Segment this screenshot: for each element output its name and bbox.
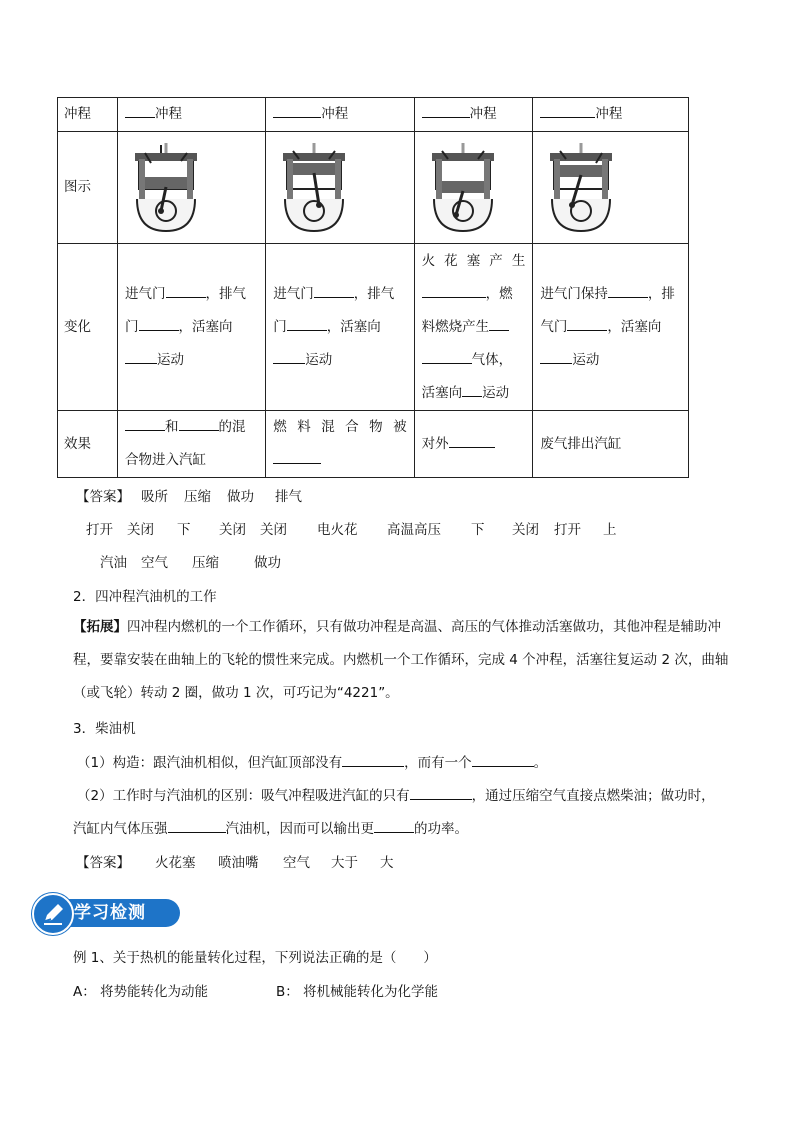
stroke-title-1: 冲程 (118, 98, 266, 132)
change-cell-2: 进气门 ，排气门 ，活塞向运动 (266, 244, 414, 411)
effect-cell-3: 对外 (414, 411, 533, 478)
effect-cell-4: 废气排出汽缸 (533, 411, 689, 478)
question-2-line-1: （2）工作时与汽油机的区别：吸气冲程吸进汽缸的只有 ，通过压缩空气直接点燃柴油；做功时， (77, 784, 715, 804)
answer-item: 大于 (331, 855, 358, 871)
row-header-diagram: 图示 (58, 132, 118, 244)
stroke-title-4: 冲程 (533, 98, 689, 132)
option-b: B： 将机械能转化为化学能 (276, 984, 439, 1000)
pencil-icon (32, 893, 74, 935)
answer-label: 【答案】 (76, 489, 130, 505)
answer-label: 【答案】 (76, 855, 130, 871)
engine-diagram-power (428, 143, 498, 233)
section-3-heading: 3．柴油机 (73, 721, 136, 737)
stroke-table (57, 97, 689, 478)
example-question: 例 1、关于热机的能量转化过程，下列说法正确的是（ ） (73, 950, 437, 966)
stroke-title-2: 冲程 (266, 98, 414, 132)
answer-item: 打开 (86, 522, 113, 538)
answer-item: 喷油嘴 (218, 855, 259, 871)
row-header-stroke: 冲程 (58, 98, 118, 132)
question-2-line-2: 汽缸内气体压强 汽油机，因而可以输出更 的功率。 (73, 817, 468, 837)
banner-title: 学习检测 (74, 903, 146, 923)
question-1: （1）构造：跟汽油机相似，但汽缸顶部没有 ，而有一个 。 (77, 751, 547, 771)
diagram-cell-4 (533, 132, 689, 244)
answer-item: 高温高压 (387, 522, 441, 538)
section-banner (32, 893, 184, 933)
diagram-cell-3 (414, 132, 533, 244)
row-header-change: 变化 (58, 244, 118, 411)
answer-item: 做功 (227, 489, 254, 505)
row-header-effect: 效果 (58, 411, 118, 478)
answer-item: 空气 (141, 555, 168, 571)
section-2-heading: 2．四冲程汽油机的工作 (73, 589, 217, 605)
engine-diagram-compression (279, 143, 349, 233)
diagram-cell-1 (118, 132, 266, 244)
answer-item: 关闭 (260, 522, 287, 538)
answer-item: 空气 (283, 855, 310, 871)
answer-item: 做功 (254, 555, 281, 571)
answer-item: 上 (603, 522, 617, 538)
change-cell-4: 进气门保持 ，排气门 ，活塞向运动 (533, 244, 689, 411)
answer-item: 吸所 (141, 489, 168, 505)
option-a: A： 将势能转化为动能 (73, 984, 209, 1000)
engine-diagram-intake (131, 143, 201, 233)
effect-cell-2: 燃料混合物被 (266, 411, 414, 478)
stroke-title-3: 冲程 (414, 98, 533, 132)
answer-item: 打开 (554, 522, 581, 538)
change-cell-1: 进气门 ，排气门 ，活塞向运动 (118, 244, 266, 411)
answer-item: 大 (380, 855, 394, 871)
answer-item: 关闭 (219, 522, 246, 538)
change-cell-3: 火花塞产生 ，燃料燃烧产生 气体，活塞向 运动 (414, 244, 533, 411)
answer-item: 下 (471, 522, 485, 538)
section-2-paragraph: 【拓展】四冲程内燃机的一个工作循环，只有做功冲程是高温、高压的气体推动活塞做功，其他冲程是辅助冲程，要靠安装在曲轴上的飞轮的惯性来完成。内燃机一个工作循环，完成 4 个冲程，活塞往复运动 2 次，曲轴（或飞轮）转动 2 圈，做功 1 次，可巧记为“4221”。 (73, 619, 729, 701)
answer-item: 关闭 (127, 522, 154, 538)
effect-cell-1: 和 的混合物进入汽缸 (118, 411, 266, 478)
answer-item: 压缩 (184, 489, 211, 505)
answer-item: 压缩 (192, 555, 219, 571)
answer-item: 关闭 (512, 522, 539, 538)
answer-item: 火花塞 (155, 855, 196, 871)
answer-item: 下 (177, 522, 191, 538)
engine-diagram-exhaust (546, 143, 616, 233)
answer-item: 汽油 (100, 555, 127, 571)
answer-item: 排气 (275, 489, 302, 505)
answer-item: 电火花 (317, 522, 358, 538)
diagram-cell-2 (266, 132, 414, 244)
